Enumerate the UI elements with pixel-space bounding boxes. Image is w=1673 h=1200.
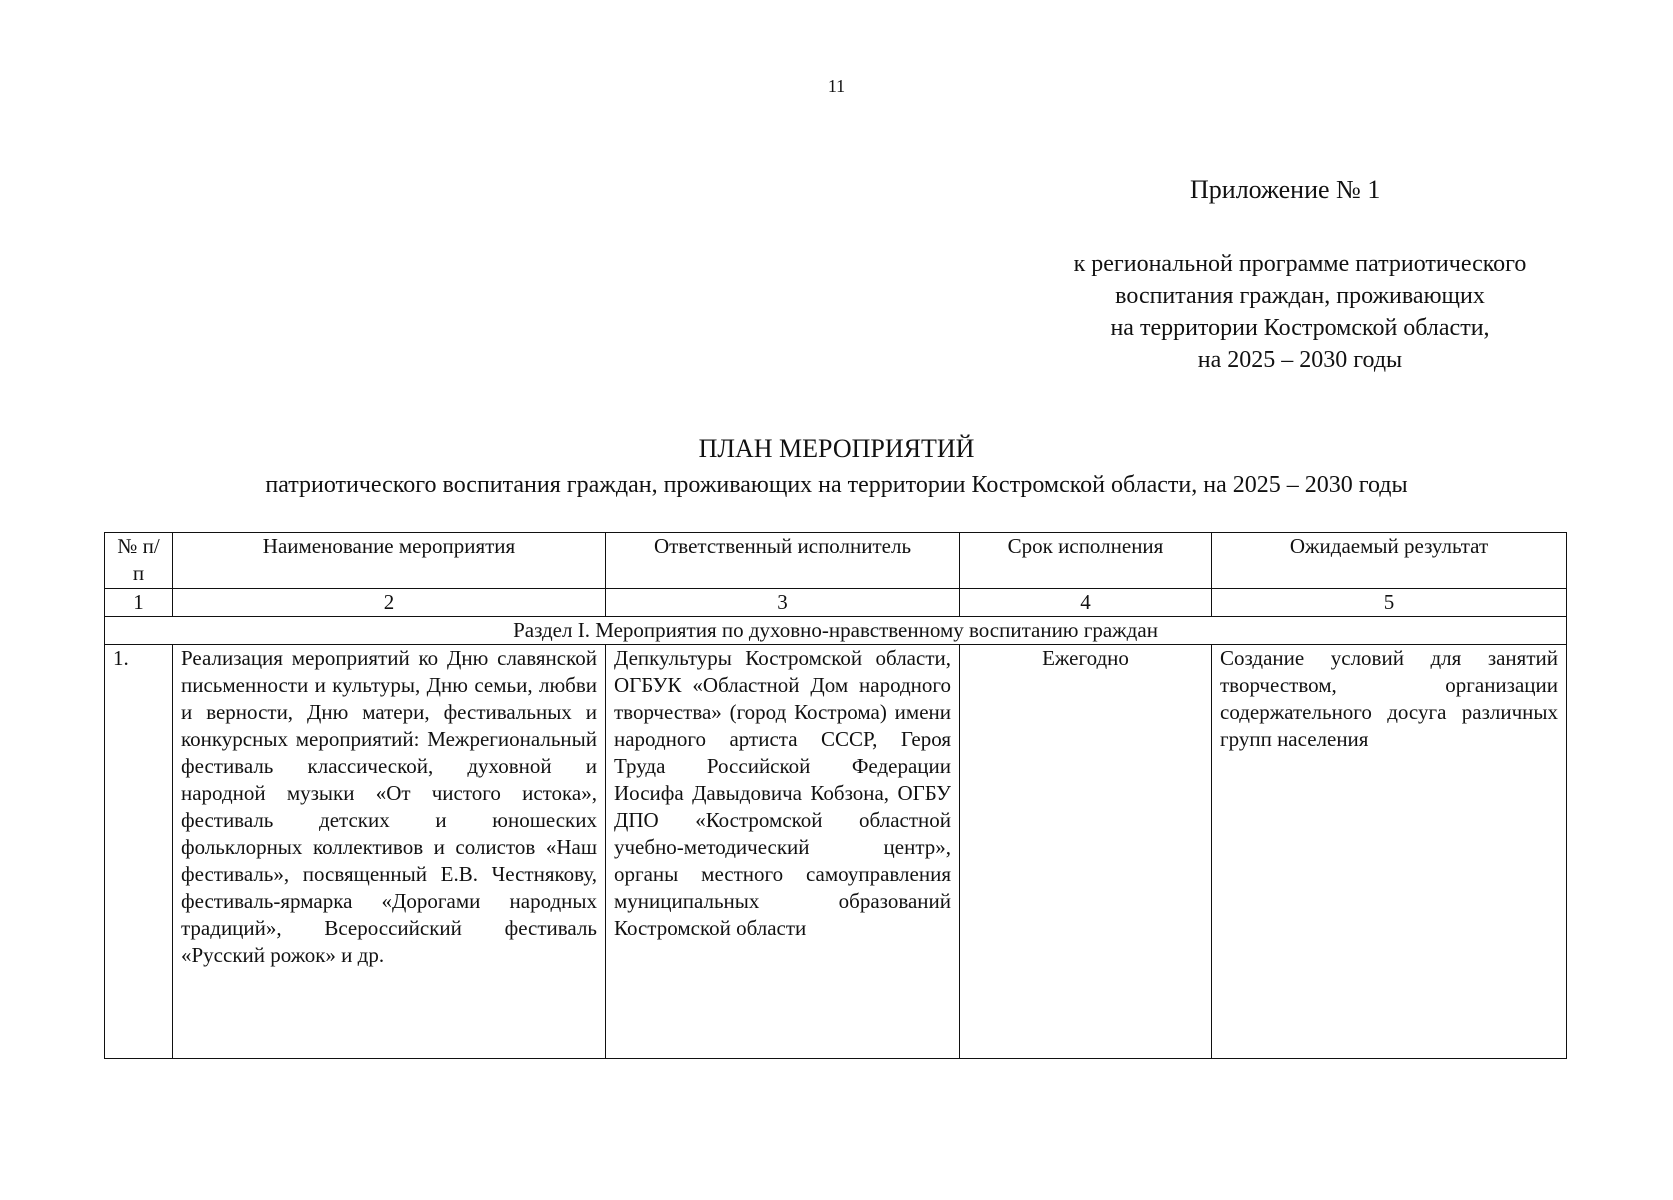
header-cell-number: № п/п (105, 533, 173, 589)
column-number: 2 (173, 589, 606, 617)
column-number-row (105, 589, 1567, 617)
program-line: на 2025 – 2030 годы (1197, 347, 1403, 373)
section-row (105, 617, 1567, 645)
plan-subtitle: патриотического воспитания граждан, проживающих на территории Костромской области, на 2025 – 2030 годы (265, 472, 1408, 498)
appendix-label: Приложение № 1 (1190, 175, 1381, 204)
column-number: 3 (606, 589, 960, 617)
section-title: Раздел I. Мероприятия по духовно-нравственному воспитанию граждан (105, 617, 1567, 645)
event-name-cell: Реализация мероприятий ко Дню славянской письменности и культуры, Дню семьи, любви и верности, Дню матери, фестивальных и конкурсных мероприятий: Межрегиональный фестиваль классической, духовной и народной музыки «От чистого истока», фестиваль детских и юношеских фольклорных коллективов и солистов «Наш фестиваль», посвященный Е.В. Честнякову, фестиваль-ярмарка «Дорогами народных традиций», Всероссийский фестиваль «Русский рожок» и др. (173, 645, 606, 1059)
table-row (105, 645, 1567, 1059)
deadline-cell: Ежегодно (960, 645, 1212, 1059)
column-number: 4 (960, 589, 1212, 617)
header-cell-result: Ожидаемый результат (1212, 533, 1567, 589)
row-number: 1. (105, 645, 173, 1059)
program-line: на территории Костромской области, (1110, 315, 1490, 341)
header-cell-name: Наименование мероприятия (173, 533, 606, 589)
header-cell-deadline: Срок исполнения (960, 533, 1212, 589)
plan-title: ПЛАН МЕРОПРИЯТИЙ (698, 434, 975, 463)
header-cell-executor: Ответственный исполнитель (606, 533, 960, 589)
program-reference (1010, 248, 1590, 376)
table-header-row (105, 533, 1567, 589)
column-number: 1 (105, 589, 173, 617)
result-cell: Создание условий для занятий творчеством, организации содержательного досуга различных групп населения (1212, 645, 1567, 1059)
program-line: к региональной программе патриотического (1073, 251, 1527, 277)
program-line: воспитания граждан, проживающих (1115, 283, 1485, 309)
page-number: 11 (827, 76, 846, 96)
plan-table (104, 532, 1567, 1059)
executor-cell: Депкультуры Костромской области, ОГБУК «Областной Дом народного творчества» (город Кострома) имени народного артиста СССР, Героя Труда Российской Федерации Иосифа Давыдовича Кобзона, ОГБУ ДПО «Костромской областной учебно-методический центр», органы местного самоуправления муниципальных образований Костромской области (606, 645, 960, 1059)
column-number: 5 (1212, 589, 1567, 617)
